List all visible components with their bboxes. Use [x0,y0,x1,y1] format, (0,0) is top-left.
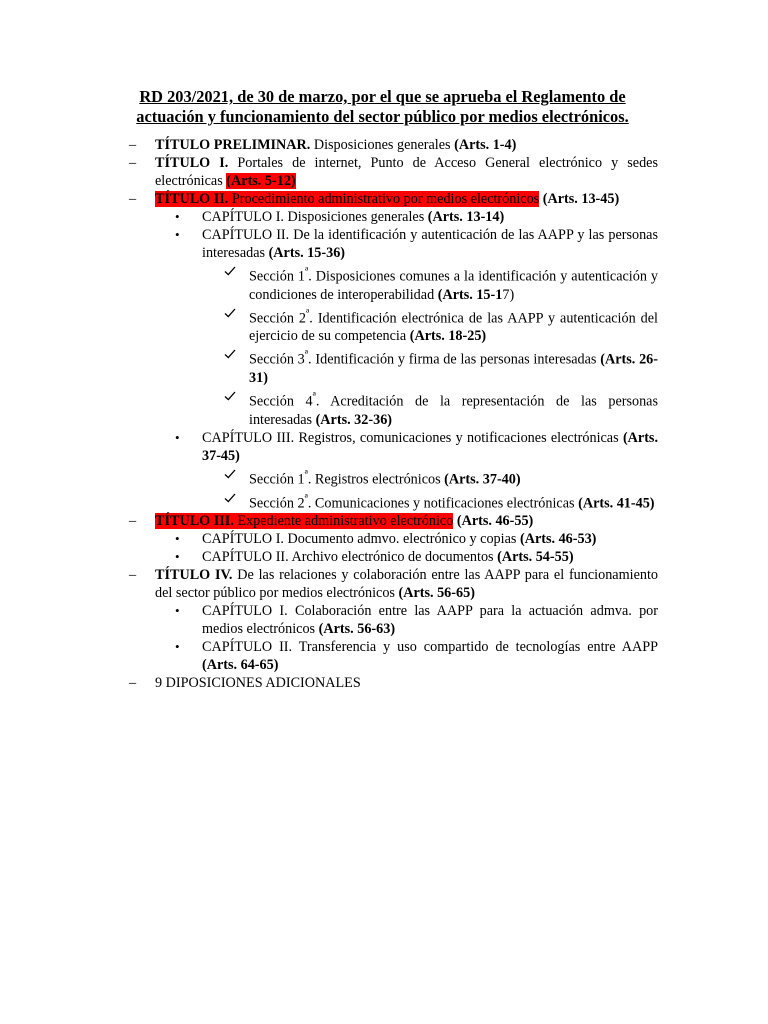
title-heading: TÍTULO III. [155,513,234,530]
section-label: Sección 3 [249,352,305,369]
outline-item-seccion [0,304,658,346]
section-label: Sección 2 [249,310,307,327]
articles-range: (Arts. 32-36) [315,411,393,428]
bullet-marker: • [175,531,180,547]
chapter-text: CAPÍTULO II. De la identificación y autenticación de las AAPP y las personas interesadas [202,227,658,261]
outline-item-titulo-iii [0,512,658,530]
title-heading: TÍTULO PRELIMINAR. [155,137,311,153]
chapter-text: CAPÍTULO II. Transferencia y uso compartido de tecnologías entre AAPP [202,639,658,656]
section-label: Sección 1 [249,268,305,285]
outline-item-seccion [0,465,658,489]
bullet-marker: • [175,209,180,224]
title-text: Portales de internet, Punto de Acceso General electrónico y sedes electrónicas [155,155,658,189]
articles-range: (Arts. 64-65) [202,657,279,674]
articles-range: (Arts. 37-40) [444,471,521,488]
dash-marker: – [129,675,137,692]
articles-range: (Arts. 37-45) [202,429,658,464]
outline-item-capitulo [0,638,658,674]
title-text: 9 DIPOSICIONES ADICIONALES [155,675,361,692]
articles-range-highlighted: (Arts. 5-12) [226,173,296,189]
section-text: . Identificación electrónica de las AAPP y autenticación del ejercicio de su competencia [249,310,658,345]
title-heading: TÍTULO I. [155,155,229,171]
dash-marker: – [129,513,137,530]
section-text: . Disposiciones comunes a la identificación y autenticación y condiciones de interoperabilidad [249,268,658,303]
articles-range: (Arts. 15-1 [437,286,503,303]
section-ordinal: ª [304,466,308,481]
chapter-text: CAPÍTULO I. Documento admvo. electrónico y copias [202,531,520,548]
articles-range: (Arts. 54-55) [497,549,574,566]
bullet-marker: • [175,639,180,655]
articles-range: (Arts. 1-4) [454,137,517,153]
title-text: Expediente administrativo electrónico [233,513,454,530]
title-text: De las relaciones y colaboración entre las AAPP para el funcionamiento del sector público por medios electrónicos [155,567,658,602]
outline-item-capitulo [0,429,658,465]
outline-item-capitulo [0,548,658,566]
checkmark-icon [224,465,236,479]
articles-range: (Arts. 18-25) [409,328,487,345]
bullet-marker: • [175,429,180,445]
highlighted-title [155,191,539,207]
section-text: . Comunicaciones y notificaciones electrónicas [307,495,579,512]
title-text: Procedimiento administrativo por medios electrónicos [228,191,540,207]
outline-item-capitulo [0,208,658,226]
chapter-text: CAPÍTULO I. Disposiciones generales [202,209,428,225]
articles-range: (Arts. 13-14) [427,209,505,225]
title-heading: TÍTULO IV. [155,567,233,584]
dash-marker: – [129,567,137,584]
outline-item-seccion [0,489,658,513]
checkmark-icon [224,387,236,401]
bullet-marker: • [175,227,180,242]
outline-item-capitulo [0,226,658,262]
articles-range: (Arts. 46-55) [453,513,534,530]
title-text: Disposiciones generales [310,137,455,153]
section-label: Sección 1 [249,471,305,488]
outline-item-seccion [0,387,658,429]
outline-item-titulo-ii [0,190,658,208]
checkmark-icon [224,262,236,276]
chapter-text: CAPÍTULO III. Registros, comunicaciones y notificaciones electrónicas [202,429,623,446]
articles-range: (Arts. 26-31) [249,352,658,387]
document-title: RD 203/2021, de 30 de marzo, por el que se aprueba el Reglamento de actuación y funcionamiento del sector público por medios electrónicos. [136,87,629,126]
section-label: Sección 4 [249,393,313,410]
title-heading: TÍTULO II. [155,191,229,207]
outline-item-seccion [0,262,658,304]
bullet-marker: • [175,549,180,565]
checkmark-icon [224,304,236,318]
outline-item-capitulo [0,602,658,638]
outline-item-titulo-preliminar [0,136,658,154]
highlighted-title [155,513,453,529]
dash-marker: – [129,191,137,207]
outline-item-titulo-i [0,154,658,190]
outline-item-capitulo [0,530,658,548]
section-ordinal: ª [312,389,316,404]
section-ordinal: ª [306,305,310,320]
articles-range: (Arts. 56-65) [398,585,475,602]
dash-marker: – [129,137,137,153]
articles-range: (Arts. 56-63) [318,621,396,638]
articles-range: (Arts. 41-45) [578,495,655,512]
checkmark-icon [224,489,236,503]
outline-item-disposiciones [0,674,658,692]
articles-range: (Arts. 15-36) [268,245,346,261]
section-text: . Registros electrónicos [307,471,445,488]
section-ordinal: ª [304,264,309,278]
section-text: . Identificación y firma de las personas interesadas [308,352,601,369]
dash-marker: – [129,155,137,171]
outline-item-seccion [0,345,658,387]
section-text: . Acreditación de la representación de las personas interesadas [249,393,658,428]
document-outline [0,136,768,692]
articles-range-tail: 7) [502,286,515,303]
section-label: Sección 2 [249,495,305,512]
chapter-text: CAPÍTULO II. Archivo electrónico de documentos [202,549,498,566]
checkmark-icon [224,345,236,359]
articles-range: (Arts. 46-53) [519,531,597,548]
section-ordinal: ª [304,490,308,505]
articles-range: (Arts. 13-45) [539,191,620,207]
section-ordinal: ª [304,347,309,362]
outline-item-titulo-iv [0,566,658,602]
bullet-marker: • [175,603,180,619]
chapter-text: CAPÍTULO I. Colaboración entre las AAPP para la actuación admva. por medios electrónicos [202,603,658,638]
